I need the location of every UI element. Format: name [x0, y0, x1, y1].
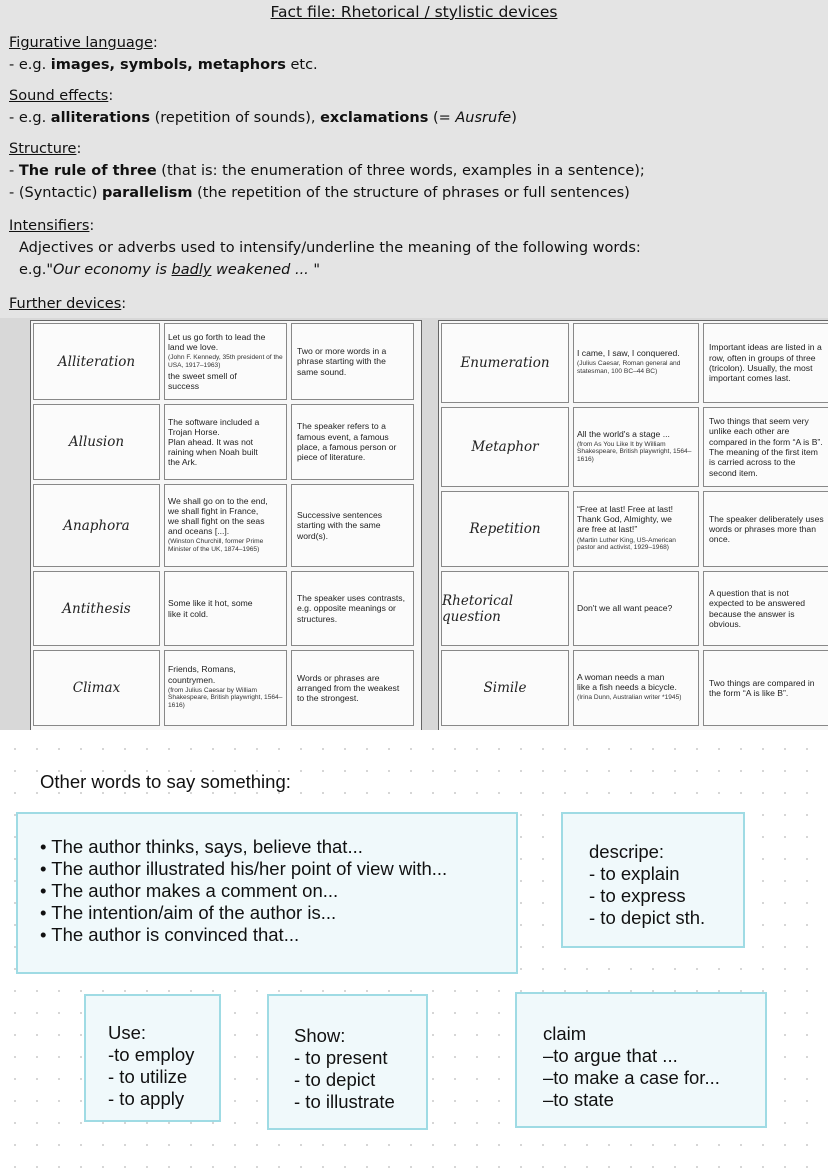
device-term: Simile: [441, 650, 569, 726]
example-line: Some like it hot, some: [168, 598, 253, 609]
device-row: [439, 648, 828, 728]
intensifiers-line: Adjectives or adverbs used to intensify/underline the meaning of the following words:: [19, 240, 641, 256]
device-row: [439, 489, 828, 569]
structure-line-2: - (Syntactic) parallelism (the repetition of the structure of phrases or full sentences): [9, 185, 630, 201]
device-row: [439, 405, 828, 489]
show-item: - to depict: [294, 1069, 376, 1090]
example-line: like it cold.: [168, 608, 209, 619]
show-box: [267, 994, 428, 1130]
structure-heading: Structure: [9, 141, 77, 157]
show-heading: Show:: [294, 1025, 346, 1046]
device-term: Antithesis: [33, 571, 160, 646]
example-source: (from As You Like It by William Shakespeare, British playwright, 1564–1616): [577, 440, 692, 463]
example-line: we shall fight on the seas: [168, 515, 265, 526]
example-line: The software included a: [168, 416, 260, 427]
structure-line-1: - The rule of three (that is: the enumeration of three words, examples in a sentence);: [9, 163, 645, 179]
example-line: are free at last!”: [577, 524, 638, 535]
use-item: -to employ: [108, 1044, 195, 1065]
device-definition: Words or phrases are arranged from the weakest to the strongest.: [291, 650, 414, 726]
sound-heading-line: Sound effects:: [9, 88, 114, 104]
example-line: countrymen.: [168, 674, 216, 685]
device-example: [164, 404, 287, 480]
example-line: Let us go forth to lead the: [168, 331, 266, 342]
bullet-item: • The author thinks, says, believe that...: [40, 836, 363, 857]
example-line: we shall fight in France,: [168, 505, 259, 516]
use-item: - to apply: [108, 1088, 185, 1109]
example-line: All the world's a stage ...: [577, 428, 670, 439]
device-definition: The speaker deliberately uses words or phrases more than once.: [703, 491, 828, 567]
describe-item: - to express: [589, 885, 686, 906]
other-words-title: Other words to say something:: [40, 771, 291, 792]
claim-item: –to make a case for...: [543, 1067, 720, 1088]
example-source: (John F. Kennedy, 35th president of the USA, 1917–1963): [168, 353, 283, 369]
intensifiers-example: e.g."Our economy is badly weakened ... ": [19, 262, 321, 278]
bullet-item: • The author illustrated his/her point of view with...: [40, 858, 448, 879]
describe-item: - to explain: [589, 863, 680, 884]
fact-file-panel: [0, 0, 828, 319]
device-term: Rhetorical question: [441, 571, 569, 646]
example-line: like a fish needs a bicycle.: [577, 682, 677, 693]
intensifiers-heading-line: Intensifiers:: [9, 218, 95, 234]
device-row: [31, 648, 416, 728]
further-heading: Further devices: [9, 296, 122, 312]
device-term: Allusion: [33, 404, 160, 480]
example-line: success: [168, 381, 200, 392]
describe-box: [561, 812, 745, 948]
sound-line: - e.g. alliterations (repetition of sounds), exclamations (= Ausrufe): [9, 110, 517, 126]
example-line: land we love.: [168, 341, 219, 352]
device-example: [164, 650, 287, 726]
further-heading-line: Further devices:: [9, 296, 127, 312]
device-definition: The speaker uses contrasts, e.g. opposite meanings or structures.: [291, 571, 414, 646]
example-line: and oceans [...].: [168, 526, 230, 537]
example-source: (Irina Dunn, Australian writer *1945): [577, 694, 682, 702]
device-row: [31, 402, 416, 482]
device-example: [164, 323, 287, 400]
use-item: - to utilize: [108, 1066, 188, 1087]
example-line: “Free at last! Free at last!: [577, 504, 673, 515]
example-line: raining when Noah built: [168, 447, 258, 458]
device-term: Anaphora: [33, 484, 160, 567]
device-term: Metaphor: [441, 407, 569, 487]
device-row: [439, 321, 828, 405]
device-definition: Important ideas are listed in a row, often in groups of three (tricolon). Usually, the most important comes last.: [703, 323, 828, 403]
device-example: [164, 571, 287, 646]
figurative-heading-line: Figurative language:: [9, 35, 158, 51]
claim-item: –to argue that ...: [543, 1045, 678, 1066]
device-term: Repetition: [441, 491, 569, 567]
page-title: Fact file: Rhetorical / stylistic devices: [270, 3, 558, 21]
device-example: [573, 323, 699, 403]
example-line: Trojan Horse.: [168, 426, 220, 437]
structure-heading-line: Structure:: [9, 141, 82, 157]
describe-heading: descripe:: [589, 841, 665, 862]
use-heading: Use:: [108, 1022, 147, 1043]
author-phrases-box: [16, 812, 518, 974]
bullet-item: • The intention/aim of the author is...: [40, 902, 337, 923]
devices-tables: [0, 318, 828, 730]
device-example: [573, 491, 699, 567]
other-words-board: [0, 730, 828, 1169]
device-example: [573, 571, 699, 646]
device-definition: Two or more words in a phrase starting with the same sound.: [291, 323, 414, 400]
sound-heading: Sound effects: [9, 88, 109, 104]
bullet-item: • The author is convinced that...: [40, 924, 300, 945]
device-row: [31, 482, 416, 569]
example-source: (Julius Caesar, Roman general and statesman, 100 BC–44 BC): [577, 360, 681, 376]
example-line: A woman needs a man: [577, 672, 665, 683]
use-box: [84, 994, 221, 1122]
bullet-item: • The author makes a comment on...: [40, 880, 339, 901]
describe-item: - to depict sth.: [589, 907, 706, 928]
device-term: Enumeration: [441, 323, 569, 403]
devices-table-right: [438, 320, 828, 730]
example-source: (Winston Churchill, former Prime Minister of the UK, 1874–1965): [168, 538, 264, 553]
example-line: Thank God, Almighty, we: [577, 514, 672, 525]
device-definition: A question that is not expected to be answered because the answer is obvious.: [703, 571, 828, 646]
device-example: [164, 484, 287, 567]
device-example: [573, 407, 699, 487]
example-line: We shall go on to the end,: [168, 495, 268, 506]
example-line: I came, I saw, I conquered.: [577, 348, 680, 359]
intensifiers-heading: Intensifiers: [9, 218, 90, 234]
device-example: [573, 650, 699, 726]
example-line: the Ark.: [168, 457, 198, 468]
figurative-line: - e.g. images, symbols, metaphors etc.: [9, 57, 318, 73]
device-definition: Two things that seem very unlike each other are compared in the form “A is B”. The meaning of the first item is carried across to the second item.: [703, 407, 828, 487]
device-definition: The speaker refers to a famous event, a famous place, a famous person or piece of literature.: [291, 404, 414, 480]
device-row: [31, 321, 416, 402]
device-definition: Two things are compared in the form “A is like B”.: [703, 650, 828, 726]
example-source: (from Julius Caesar by William Shakespeare, British playwright, 1564–1616): [168, 686, 283, 709]
example-line: Friends, Romans,: [168, 664, 236, 675]
device-row: [439, 569, 828, 648]
claim-item: –to state: [543, 1089, 614, 1110]
devices-table-left: [30, 320, 422, 730]
example-line: Plan ahead. It was not: [168, 436, 254, 447]
device-row: [31, 569, 416, 648]
claim-box: [515, 992, 767, 1128]
figurative-heading: Figurative language: [9, 35, 153, 51]
example-source: (Martin Luther King, US-American pastor and activist, 1929–1968): [577, 536, 676, 552]
device-term: Climax: [33, 650, 160, 726]
claim-heading: claim: [543, 1023, 587, 1044]
device-definition: Successive sentences starting with the same word(s).: [291, 484, 414, 567]
device-term: Alliteration: [33, 323, 160, 400]
show-item: - to illustrate: [294, 1091, 395, 1112]
example-line: the sweet smell of: [168, 371, 237, 382]
example-line: Don't we all want peace?: [577, 603, 673, 614]
show-item: - to present: [294, 1047, 388, 1068]
